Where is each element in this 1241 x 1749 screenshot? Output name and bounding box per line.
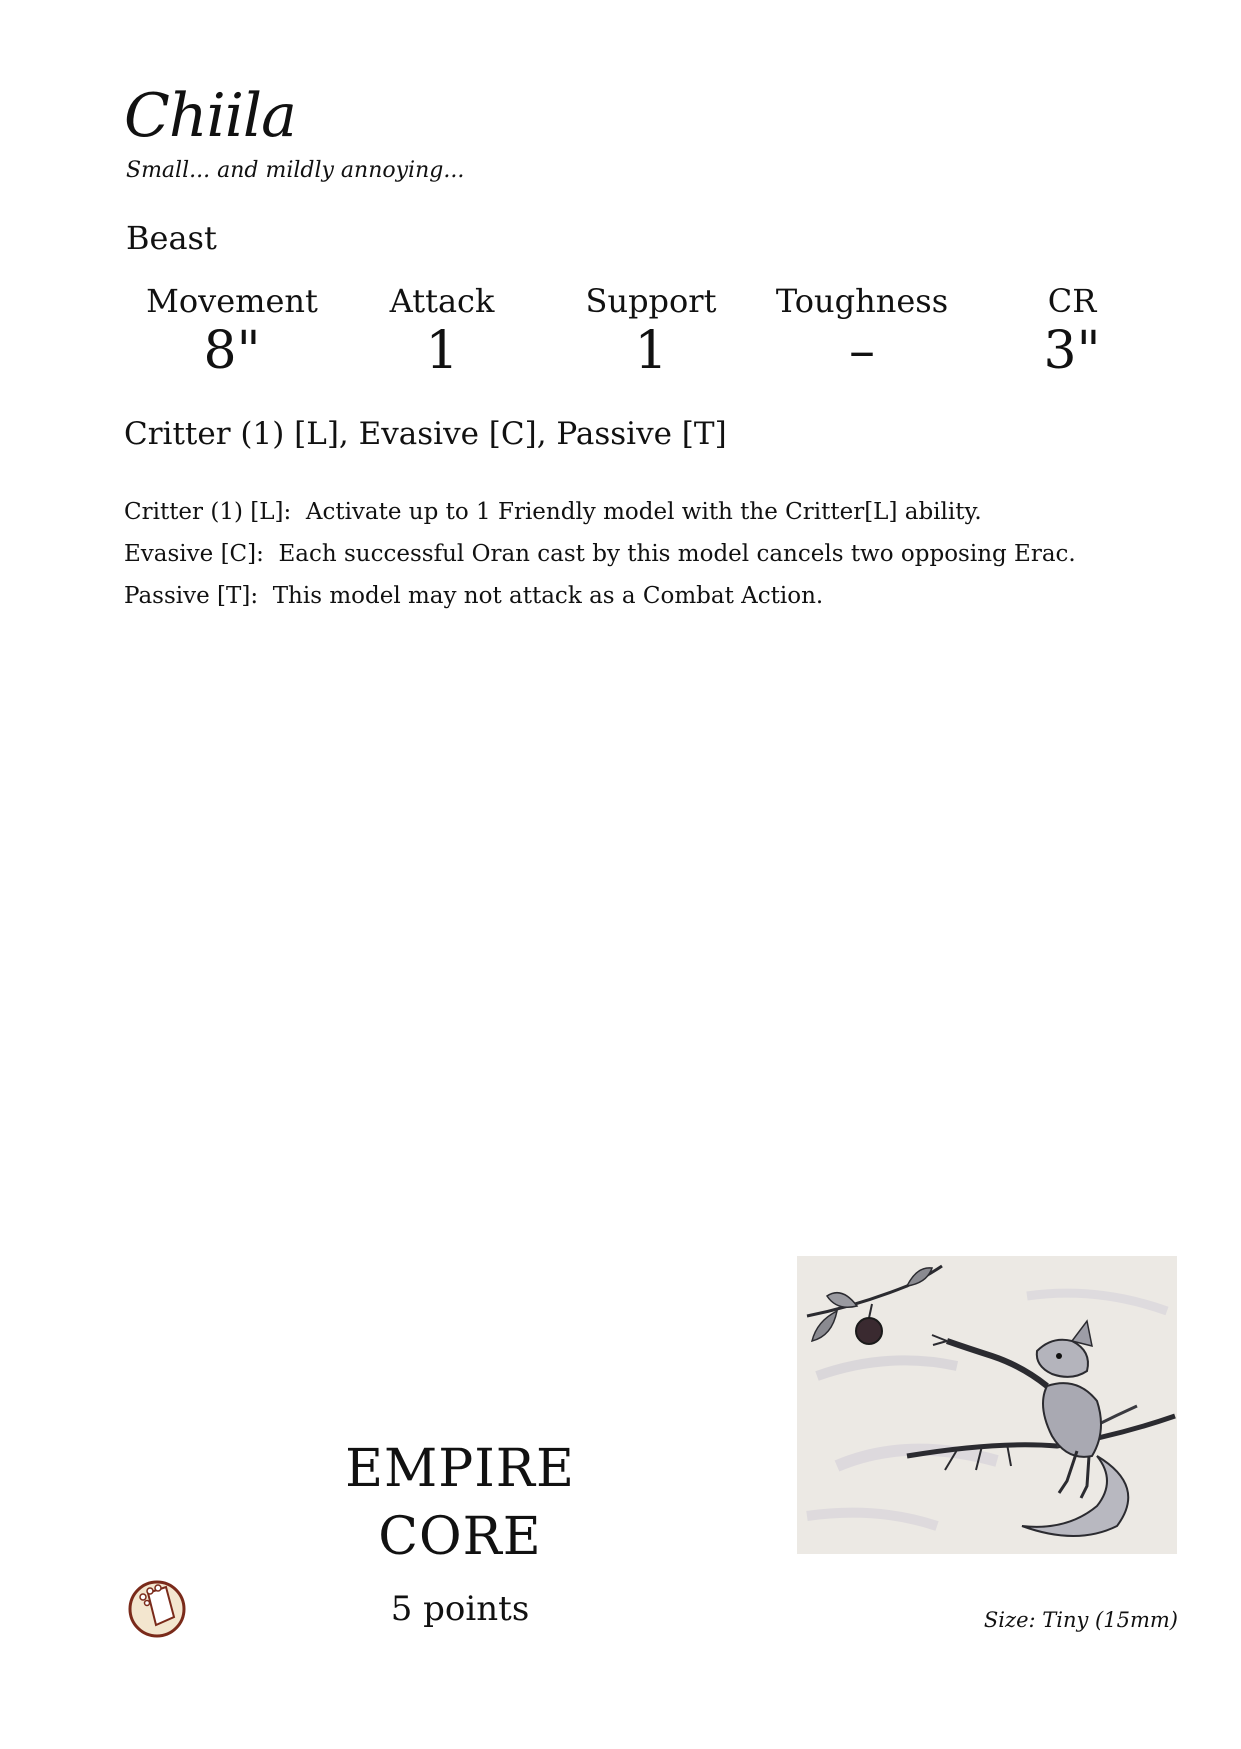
rule-critter: [124, 491, 1076, 533]
stat-label: Attack: [389, 282, 495, 320]
rule-name: Evasive [C]:: [124, 541, 264, 567]
creature-illustration: [797, 1256, 1177, 1554]
rule-text: Activate up to 1 Friendly model with the Critter[L] ability.: [305, 499, 982, 525]
faction-line-1: EMPIRE: [345, 1439, 575, 1499]
model-size: Size: Tiny (15mm): [983, 1608, 1178, 1632]
stat-attack: [332, 282, 552, 381]
stat-toughness: [752, 282, 972, 381]
stat-label: Movement: [146, 282, 318, 320]
card-title: Chiila: [124, 81, 296, 151]
rule-name: Critter (1) [L]:: [124, 499, 292, 525]
stat-label: Toughness: [775, 282, 949, 320]
stat-value: 1: [425, 321, 459, 381]
abilities-summary: Critter (1) [L], Evasive [C], Passive [T]: [124, 416, 727, 452]
rules-list: [124, 491, 1076, 617]
stat-cr: [962, 282, 1182, 381]
stat-value: 3": [1043, 321, 1101, 381]
stat-value: –: [849, 321, 875, 381]
stat-movement: [122, 282, 342, 381]
card-tagline: Small... and mildly annoying...: [126, 158, 465, 183]
publisher-logo: [126, 1575, 190, 1639]
stat-support: [541, 282, 761, 381]
faction-label: [300, 1435, 620, 1571]
rule-text: Each successful Oran cast by this model cancels two opposing Erac.: [278, 541, 1076, 567]
stat-label: CR: [1047, 282, 1097, 320]
rule-text: This model may not attack as a Combat Action.: [272, 583, 824, 609]
card-type: Beast: [126, 219, 217, 257]
rule-name: Passive [T]:: [124, 583, 259, 609]
points-cost: 5 points: [390, 1589, 530, 1629]
rule-evasive: [124, 533, 1076, 575]
stat-value: 8": [203, 321, 261, 381]
stat-label: Support: [585, 282, 717, 320]
stat-value: 1: [634, 321, 668, 381]
faction-line-2: CORE: [378, 1507, 542, 1567]
rule-passive: [124, 575, 1076, 617]
